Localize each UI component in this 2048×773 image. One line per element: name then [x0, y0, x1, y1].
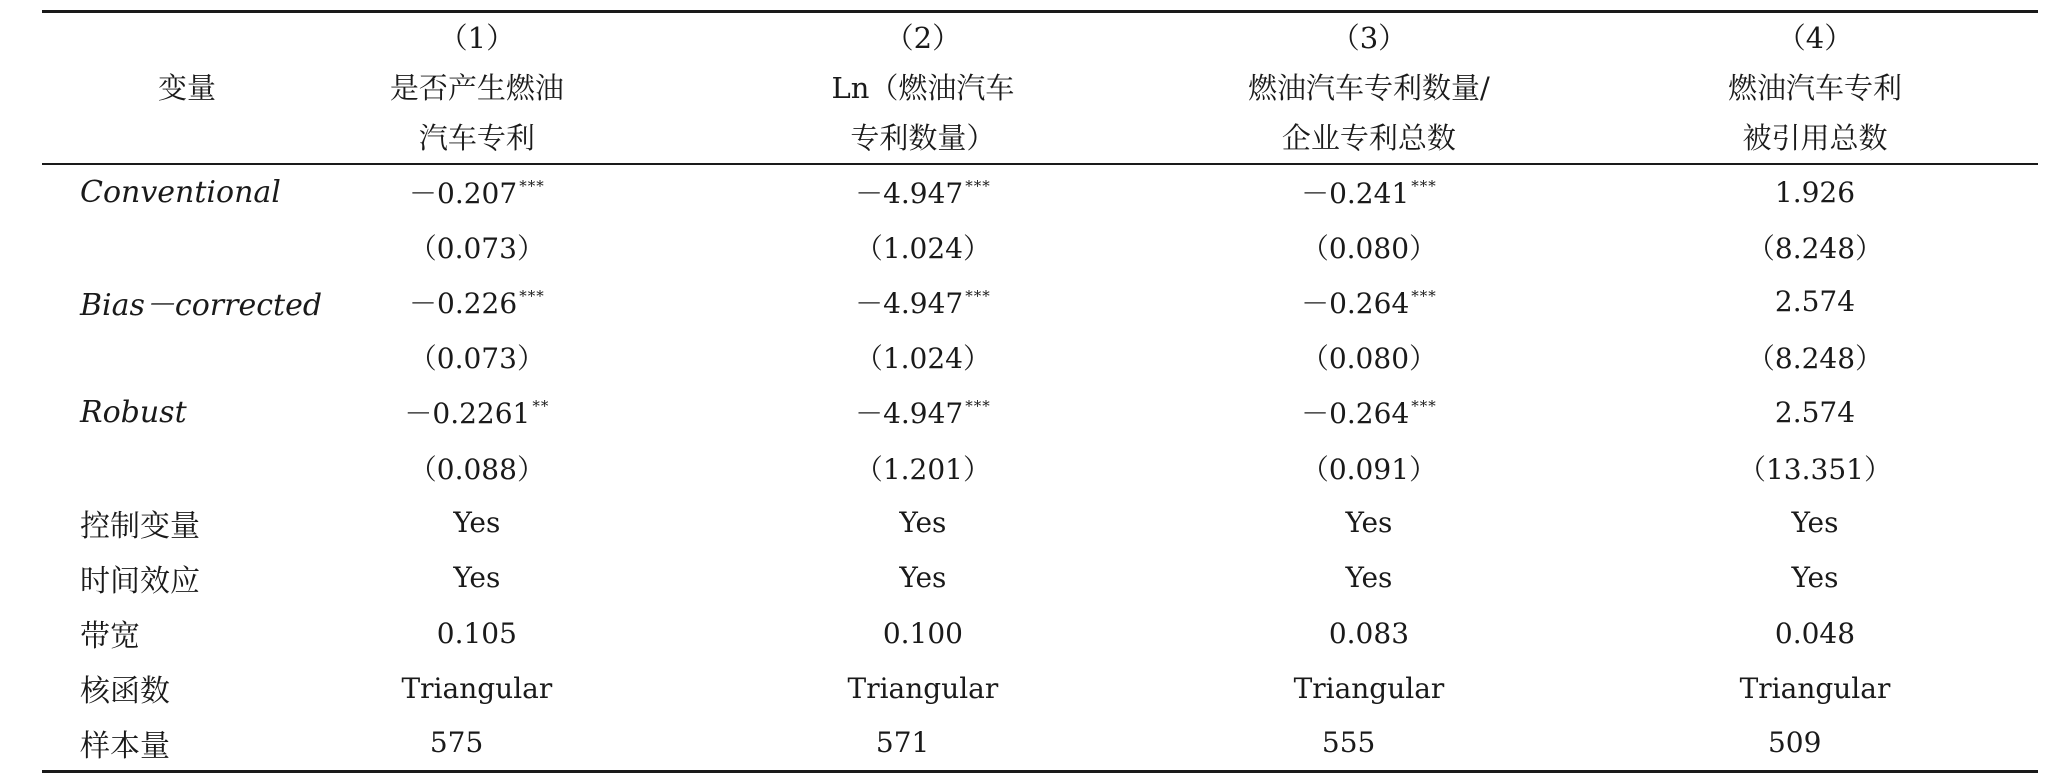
cell-value: Triangular: [1739, 671, 1891, 705]
column-title-line2: 被引用总数: [1742, 121, 1888, 155]
table-cell: [254, 330, 700, 385]
column-number: （3）: [1330, 21, 1408, 55]
cell-value: －0.2261: [404, 397, 531, 431]
row-label: [42, 330, 254, 385]
table-cell: [254, 440, 700, 495]
cell-value: Triangular: [847, 671, 999, 705]
row-label: 时间效应: [80, 563, 200, 599]
cell-value: 571: [875, 726, 930, 760]
table-cell: [1146, 550, 1592, 605]
table-cell: [1592, 219, 2038, 274]
table-cell: [1592, 716, 2038, 771]
significance-stars: ***: [965, 397, 991, 416]
column-header-4: [1592, 12, 2038, 165]
row-label: Bias－corrected: [80, 287, 323, 323]
significance-stars: **: [532, 397, 550, 416]
column-header-1: [254, 12, 700, 165]
cell-value: （0.091）: [1300, 452, 1438, 486]
table-cell: [1146, 164, 1592, 219]
table-body: [42, 164, 2038, 771]
table-cell: [1146, 219, 1592, 274]
cell-value: Yes: [453, 561, 501, 595]
table-row: [42, 661, 2038, 716]
cell-value: Yes: [899, 506, 947, 540]
cell-value: Yes: [1791, 506, 1839, 540]
cell-value: 575: [429, 726, 484, 760]
cell-value: －0.226: [409, 286, 518, 320]
table-row: [42, 330, 2038, 385]
cell-value: －0.264: [1301, 286, 1410, 320]
table-cell: [1146, 716, 1592, 771]
column-title-line1: 是否产生燃油: [389, 71, 564, 105]
table-cell: [700, 440, 1146, 495]
cell-value: Yes: [899, 561, 947, 595]
table-cell: [254, 716, 700, 771]
significance-stars: ***: [1411, 397, 1437, 416]
table-cell: [1592, 550, 2038, 605]
table-cell: [254, 164, 700, 219]
table-cell: [1592, 385, 2038, 440]
cell-value: （8.248）: [1746, 231, 1884, 265]
row-label: 控制变量: [80, 508, 200, 544]
table-cell: [1146, 606, 1592, 661]
cell-value: 0.105: [436, 616, 517, 650]
row-label: [42, 440, 254, 495]
cell-value: （1.024）: [854, 342, 991, 376]
table-cell: [1146, 274, 1592, 329]
variable-header-label: 变量: [158, 71, 217, 105]
cell-value: Yes: [1345, 506, 1393, 540]
significance-stars: ***: [965, 177, 991, 196]
table-cell: [254, 606, 700, 661]
cell-value: 555: [1321, 726, 1376, 760]
row-label: 核函数: [80, 674, 170, 710]
cell-value: Yes: [453, 506, 501, 540]
table-cell: [1592, 330, 2038, 385]
row-label: Conventional: [80, 174, 281, 210]
table-cell: [700, 606, 1146, 661]
table-cell: [1146, 495, 1592, 550]
cell-value: Triangular: [1293, 671, 1445, 705]
table-cell: [254, 550, 700, 605]
cell-value: －0.241: [1301, 177, 1410, 211]
table-cell: [700, 716, 1146, 771]
significance-stars: ***: [965, 286, 991, 305]
cell-value: －4.947: [855, 177, 964, 211]
cell-value: （1.024）: [854, 231, 991, 265]
regression-results-table: [42, 10, 2038, 773]
column-number: （2）: [884, 21, 962, 55]
cell-value: （8.248）: [1746, 342, 1884, 376]
table-cell: [254, 385, 700, 440]
cell-value: （0.073）: [408, 342, 545, 376]
cell-value: 509: [1767, 726, 1822, 760]
table-cell: [1592, 606, 2038, 661]
table-row: [42, 716, 2038, 771]
cell-value: 0.083: [1328, 616, 1410, 650]
table-cell: [254, 495, 700, 550]
column-title-line2: 专利数量）: [850, 121, 996, 155]
table-cell: [700, 495, 1146, 550]
header-row: [42, 12, 2038, 165]
row-label: [42, 219, 254, 274]
column-title-line1: Ln（燃油汽车: [831, 71, 1015, 105]
table-cell: [254, 661, 700, 716]
column-number: （1）: [438, 21, 516, 55]
row-label: 样本量: [80, 728, 170, 764]
cell-value: 0.100: [882, 616, 963, 650]
significance-stars: ***: [1411, 286, 1437, 305]
table-row: [42, 495, 2038, 550]
cell-value: （0.080）: [1300, 342, 1438, 376]
cell-value: －4.947: [855, 397, 964, 431]
table-cell: [1146, 661, 1592, 716]
cell-value: －4.947: [855, 286, 964, 320]
table-cell: [1592, 274, 2038, 329]
significance-stars: ***: [519, 286, 545, 305]
table-cell: [254, 219, 700, 274]
cell-value: －0.264: [1301, 397, 1410, 431]
column-title-line2: 汽车专利: [418, 121, 535, 155]
table-cell: [1146, 385, 1592, 440]
significance-stars: ***: [519, 177, 545, 196]
cell-value: Yes: [1791, 561, 1839, 595]
column-header-2: [700, 12, 1146, 165]
table-cell: [1146, 440, 1592, 495]
table-cell: [700, 385, 1146, 440]
table-cell: [700, 330, 1146, 385]
cell-value: （0.080）: [1300, 231, 1438, 265]
table-cell: [700, 274, 1146, 329]
table-row: [42, 550, 2038, 605]
column-title-line2: 企业专利总数: [1281, 121, 1456, 155]
table-row: [42, 164, 2038, 219]
table-cell: [1146, 330, 1592, 385]
table-cell: [1592, 440, 2038, 495]
significance-stars: ***: [1411, 177, 1437, 196]
cell-value: 1.926: [1774, 175, 1856, 209]
table-row: [42, 274, 2038, 329]
column-title-line1: 燃油汽车专利: [1727, 71, 1902, 105]
column-number: （4）: [1776, 21, 1854, 55]
row-label: Robust: [80, 394, 187, 430]
table-header: [42, 12, 2038, 165]
table-row: [42, 385, 2038, 440]
row-label: 带宽: [80, 619, 140, 655]
cell-value: Triangular: [401, 671, 553, 705]
variable-column-header: [42, 12, 254, 165]
table-cell: [1592, 164, 2038, 219]
cell-value: 2.574: [1774, 285, 1856, 319]
cell-value: （13.351）: [1737, 452, 1892, 486]
table-row: [42, 440, 2038, 495]
cell-value: －0.207: [409, 177, 518, 211]
column-header-3: [1146, 12, 1592, 165]
table-cell: [1592, 495, 2038, 550]
table-row: [42, 606, 2038, 661]
table-cell: [700, 661, 1146, 716]
column-title-line1: 燃油汽车专利数量/: [1248, 71, 1490, 105]
cell-value: （1.201）: [854, 452, 991, 486]
table-cell: [700, 550, 1146, 605]
cell-value: 2.574: [1774, 395, 1856, 429]
cell-value: （0.088）: [408, 452, 545, 486]
table-cell: [700, 164, 1146, 219]
table-cell: [1592, 661, 2038, 716]
table-row: [42, 219, 2038, 274]
cell-value: （0.073）: [408, 231, 545, 265]
table-cell: [700, 219, 1146, 274]
cell-value: Yes: [1345, 561, 1393, 595]
cell-value: 0.048: [1774, 616, 1856, 650]
